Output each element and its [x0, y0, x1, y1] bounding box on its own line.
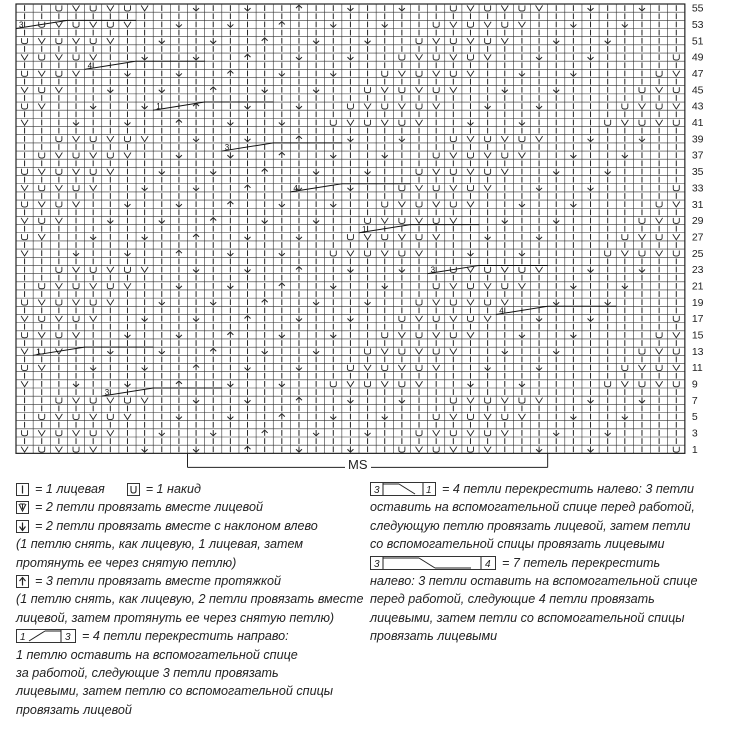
cable4-left-symbol-icon	[370, 482, 436, 496]
sym-num-1b: 1	[426, 485, 432, 496]
legend-cable7-left-note-2: перед работой, следующие 4 петли провязать	[370, 592, 655, 607]
row-number: 25	[691, 247, 704, 260]
row-number: 55	[691, 2, 704, 15]
legend-ssk: = 2 петли провязать вместе с наклоном влево	[16, 517, 363, 535]
legend-ssk-note-2: протянуть ее через снятую петлю)	[16, 555, 237, 570]
row-number: 31	[691, 198, 704, 211]
sym-num-3c: 3	[374, 558, 380, 569]
legend-sk2p-note-1: (1 петлю снять, как лицевую, 2 петли провязать вместе	[16, 592, 364, 607]
row-number: 15	[691, 329, 704, 342]
cable4-right-symbol-icon	[16, 629, 76, 643]
row-number: 39	[691, 133, 704, 146]
sym-num-3b: 3	[374, 485, 380, 496]
legend-sk2p: = 3 петли провязать вместе протяжкой	[16, 572, 363, 590]
row-number: 41	[691, 117, 704, 130]
row-number: 43	[691, 100, 704, 113]
cable7-left-symbol-icon	[370, 556, 496, 570]
legend-cable4-left-note-2: следующую петлю провязать лицевой, затем петли	[370, 518, 691, 533]
row-number: 19	[691, 296, 704, 309]
row-number: 49	[691, 51, 704, 64]
row-number: 21	[691, 280, 704, 293]
cable-number: 3	[430, 265, 436, 275]
legend-cable7-left-note-1: налево: 3 петли оставить на вспомогательной спице	[370, 574, 698, 589]
row-number: 5	[691, 411, 698, 424]
legend-cable4-left-note-3: со вспомогательной спицы провязать лицевыми	[370, 537, 665, 552]
legend-sk2p-note-2: лицевой, затем протянуть ее через снятую петлю)	[16, 610, 335, 625]
row-number: 3	[691, 427, 698, 440]
cable-number: 3	[104, 388, 110, 398]
row-number: 23	[691, 264, 704, 277]
row-number: 33	[691, 182, 704, 195]
legend-cable4-right-note-1: 1 петлю оставить на вспомогательной спице	[16, 647, 298, 662]
sym-num-1: 1	[20, 632, 26, 643]
row-number: 37	[691, 149, 704, 162]
legend-ssk-note-1: (1 петлю снять, как лицевую, 1 лицевая, затем	[16, 537, 304, 552]
sk2p-symbol-icon	[16, 575, 29, 588]
cable-number: 1	[156, 102, 161, 112]
row-number: 1	[691, 443, 698, 456]
row-number: 7	[691, 394, 698, 407]
repeat-label-ms: MS	[345, 457, 371, 472]
cable-number: 3	[224, 143, 230, 153]
legend-cable4-left-note-1: оставить на вспомогательной спице перед работой,	[370, 500, 695, 515]
row-number: 17	[691, 313, 704, 326]
cable-number: 4	[293, 183, 298, 193]
legend-cable4-left: 3 1 = 4 петли перекрестить налево: 3 петли	[370, 480, 698, 498]
yarn-over-symbol-icon	[127, 483, 140, 496]
row-number: 9	[691, 378, 698, 391]
cable-number: 4	[87, 61, 93, 71]
row-number: 11	[691, 362, 703, 375]
legend-cable7-left: 3 4 = 7 петель перекрестить	[370, 554, 698, 572]
cable-number: 1	[362, 224, 367, 234]
ssk-symbol-icon	[16, 520, 29, 533]
cable-number: 1	[36, 347, 41, 357]
row-number: 45	[691, 84, 704, 97]
row-number: 13	[691, 345, 704, 358]
row-number: 47	[691, 68, 704, 81]
cable-number: 3	[19, 20, 24, 30]
legend-cable7-left-note-4: провязать лицевыми	[370, 629, 498, 644]
legend-cable7-left-note-3: лицевыми, затем петли со вспомогательной спицы	[370, 610, 685, 625]
knit-symbol-icon	[16, 483, 29, 496]
legend-cable4-right-note-3: лицевыми, затем петлю со вспомогательной спицы	[16, 684, 334, 699]
cable-number: 4	[499, 306, 504, 316]
row-number: 29	[691, 215, 704, 228]
legend-left	[16, 480, 363, 719]
row-number: 35	[691, 166, 704, 179]
row-number: 27	[691, 231, 704, 244]
legend-right	[370, 480, 698, 646]
legend-knit: = 1 лицевая = 1 накид	[16, 480, 363, 498]
legend-k2tog: = 2 петли провязать вместе лицевой	[16, 498, 363, 516]
row-number: 51	[691, 35, 704, 48]
sym-num-3: 3	[65, 632, 71, 643]
legend-cable4-right-note-2: за работой, следующие 3 петли провязать	[16, 666, 279, 681]
k2tog-symbol-icon	[16, 501, 29, 514]
legend-cable4-right: 1 3 = 4 петли перекрестить направо:	[16, 627, 363, 645]
sym-num-4: 4	[485, 558, 491, 569]
row-number: 53	[691, 19, 704, 32]
legend-cable4-right-note-4: провязать лицевой	[16, 702, 132, 717]
